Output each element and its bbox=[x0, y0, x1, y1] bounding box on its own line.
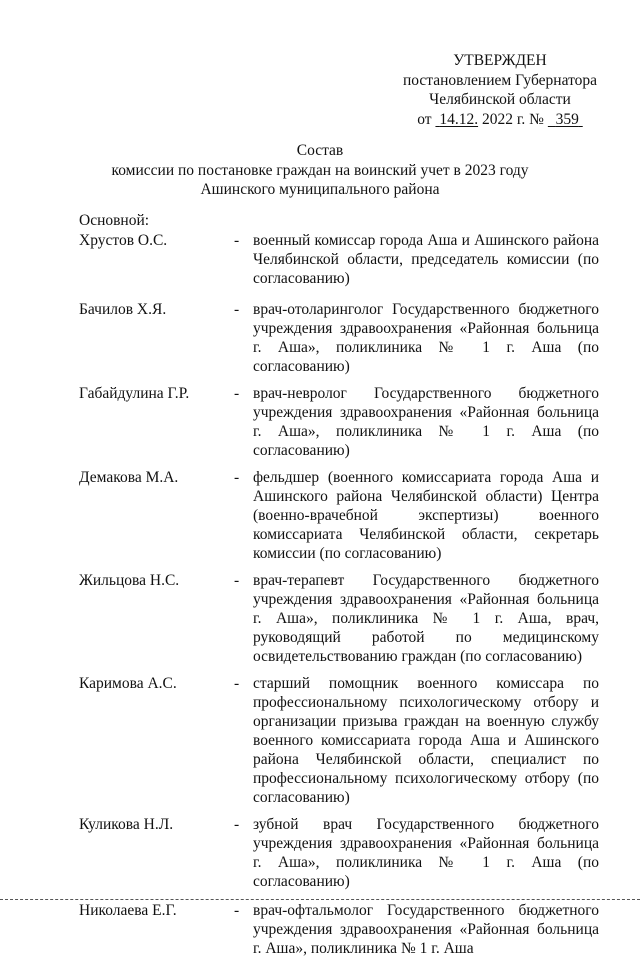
member-dash: - bbox=[234, 385, 240, 402]
approval-line-1: постановлением Губернатора bbox=[402, 71, 598, 89]
member-name: Бачилов Х.Я. bbox=[79, 301, 167, 318]
member-dash: - bbox=[234, 572, 240, 589]
member-name: Николаева Е.Г. bbox=[79, 902, 177, 919]
approval-date-line bbox=[380, 110, 620, 130]
title-line-2: комиссии по постановке граждан на воинский учет в 2023 году bbox=[111, 161, 529, 179]
member-row bbox=[79, 815, 599, 891]
member-name: Демакова М.А. bbox=[79, 469, 179, 486]
member-list bbox=[79, 231, 599, 958]
member-row bbox=[79, 901, 599, 958]
member-row bbox=[79, 384, 599, 460]
member-role: врач-невролог Государственного бюджетного учреждения здравоохранения «Районная больница г. Аша», поликлиника № 1 г. Аша (по согласованию) bbox=[253, 385, 599, 459]
member-dash: - bbox=[234, 816, 240, 833]
member-dash: - bbox=[234, 301, 240, 318]
date-value: 14.12. bbox=[439, 110, 479, 128]
member-role: военный комиссар города Аша и Ашинского района Челябинской области, председатель комиссии (по согласованию) bbox=[253, 232, 599, 287]
member-dash: - bbox=[234, 469, 240, 486]
member-dash: - bbox=[234, 902, 240, 919]
member-name: Каримова А.С. bbox=[79, 675, 177, 692]
member-role: врач-офтальмолог Государственного бюджетного учреждения здравоохранения «Районная больница г. Аша», поликлиника № 1 г. Аша bbox=[253, 902, 599, 957]
document-title bbox=[0, 141, 640, 200]
member-row bbox=[79, 468, 599, 563]
decree-number: 359 bbox=[555, 110, 579, 128]
member-row bbox=[79, 674, 599, 807]
member-role: врач-отоларинголог Государственного бюджетного учреждения здравоохранения «Районная больница г. Аша», поликлиника № 1 г. Аша (по согласованию) bbox=[253, 301, 599, 375]
member-role: врач-терапевт Государственного бюджетного учреждения здравоохранения «Районная больница г. Аша», поликлиника № 1 г. Аша, врач, руководящий работой по медицинскому освидетельствованию граждан (по согласованию) bbox=[253, 572, 599, 665]
date-prefix: от bbox=[417, 110, 432, 128]
member-row bbox=[79, 231, 599, 288]
title-line-3: Ашинского муниципального района bbox=[200, 181, 440, 198]
member-name: Габайдулина Г.Р. bbox=[79, 385, 190, 402]
member-dash: - bbox=[234, 675, 240, 692]
title-line-1: Состав bbox=[296, 142, 344, 159]
member-role: старший помощник военного комиссара по профессиональному психологическому отбору и организации призыва граждан на военную службу военного комиссариата города Аша и Ашинского района Челябинской области, специалист по профессиональному психологическому отбору (по согласованию) bbox=[253, 675, 599, 806]
member-name: Куликова Н.Л. bbox=[79, 816, 174, 833]
section-label: Основной: bbox=[79, 212, 150, 229]
page-edge-divider bbox=[0, 899, 640, 900]
member-name: Хрустов О.С. bbox=[79, 232, 168, 249]
member-role: зубной врач Государственного бюджетного учреждения здравоохранения «Районная больница г. Аша», поликлиника № 1 г. Аша (по согласованию) bbox=[253, 816, 599, 890]
member-row bbox=[79, 571, 599, 666]
member-role: фельдшер (военного комиссариата города Аша и Ашинского района Челябинской области) Центра (военно-врачебной экспертизы) военного комиссариата Челябинской области, секретарь комиссии (по согласованию) bbox=[253, 469, 599, 562]
year-number-label: 2022 г. № bbox=[481, 110, 544, 128]
member-name: Жильцова Н.С. bbox=[79, 572, 180, 589]
approval-stamp bbox=[380, 51, 620, 129]
approval-heading: УТВЕРЖДЕН bbox=[453, 52, 547, 69]
member-row bbox=[79, 300, 599, 376]
member-dash: - bbox=[234, 232, 240, 249]
approval-line-2: Челябинской области bbox=[429, 91, 571, 108]
